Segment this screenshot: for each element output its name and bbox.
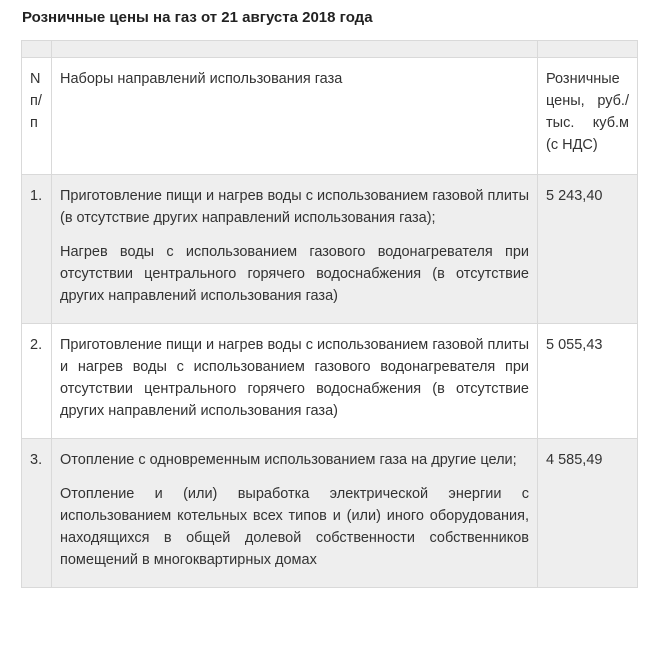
row-num-cell: 2. xyxy=(22,324,52,439)
description-paragraph: Отопление и (или) выработка электрической энергии с использованием котельных всех типов и (или) иного оборудования, находящихся в общей долевой собственности собственников помещений в многоквартирных домах xyxy=(60,486,529,568)
row-description-cell xyxy=(52,175,538,324)
description-paragraph: Приготовление пищи и нагрев воды с использованием газовой плиты (в отсутствие других направлений использования газа); xyxy=(60,188,529,226)
gas-price-table xyxy=(21,40,638,588)
description-paragraph: Отопление с одновременным использованием газа на другие цели; xyxy=(60,452,517,468)
row-num-cell: 1. xyxy=(22,175,52,324)
table-row xyxy=(22,439,638,588)
row-price-cell: 5 243,40 xyxy=(538,175,638,324)
header-description-cell: Наборы направлений использования газа xyxy=(52,58,538,175)
table-top-spacer-row xyxy=(22,41,638,58)
row-price-cell: 5 055,43 xyxy=(538,324,638,439)
spacer-cell xyxy=(538,41,638,58)
page-title: Розничные цены на газ от 21 августа 2018 года xyxy=(22,9,373,26)
row-description-cell xyxy=(52,439,538,588)
description-paragraph: Приготовление пищи и нагрев воды с использованием газовой плиты и нагрев воды с использованием газового водонагревателя при отсутствии центрального горячего водоснабжения (в отсутствие других направлений использования газа) xyxy=(60,337,529,419)
spacer-cell xyxy=(22,41,52,58)
spacer-cell xyxy=(52,41,538,58)
row-description-cell xyxy=(52,324,538,439)
description-paragraph: Нагрев воды с использованием газового водонагревателя при отсутствии центрального горячего водоснабжения (в отсутствие других направлений использования газа) xyxy=(60,244,529,304)
table-header-row xyxy=(22,58,638,175)
header-price-cell: Розничные цены, руб./тыс. куб.м (с НДС) xyxy=(538,58,638,175)
row-price-cell: 4 585,49 xyxy=(538,439,638,588)
header-num-cell: N п/п xyxy=(22,58,52,175)
table-row xyxy=(22,324,638,439)
row-num-cell: 3. xyxy=(22,439,52,588)
table-row xyxy=(22,175,638,324)
